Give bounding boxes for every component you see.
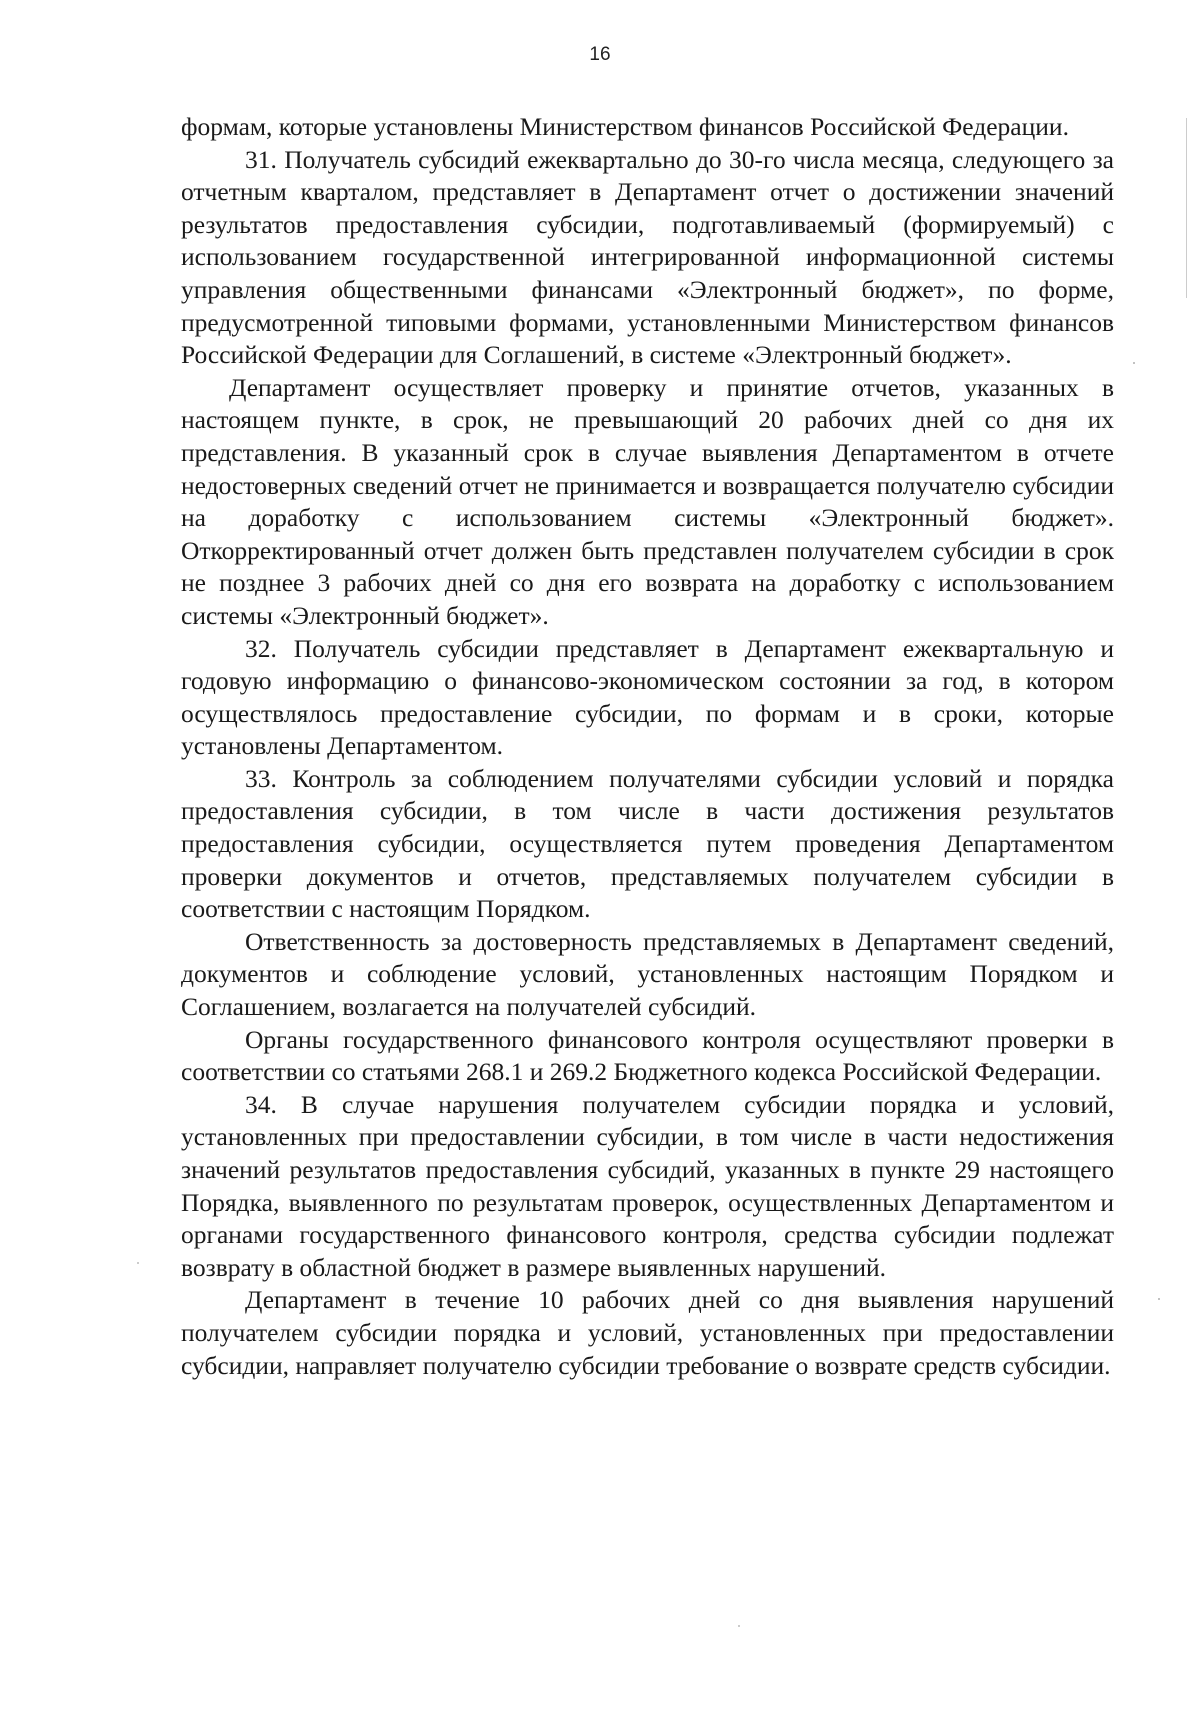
- paragraph-control-bodies: Органы государственного финансового контроля осуществляют проверки в соответствии со статьями 268.1 и 269.2 Бюджетного кодекса Российской Федерации.: [181, 1024, 1114, 1087]
- paragraph-item-33: 33. Контроль за соблюдением получателями субсидии условий и порядка предоставления субсидии, в том числе в части достижения результатов предоставления субсидии, осуществляется путем проведения Департаментом проверки документов и отчетов, представляемых получателем субсидии в соответствии с настоящим Порядком.: [181, 763, 1114, 924]
- scan-artifact-line: [1186, 118, 1187, 298]
- page-number: 16: [589, 44, 611, 65]
- scan-artifact-dot: [137, 1262, 139, 1264]
- paragraph-report-check: Департамент осуществляет проверку и принятие отчетов, указанных в настоящем пункте, в срок, не превышающий 20 рабочих дней со дня их представления. В указанный срок в случае выявления Департаментом в отчете недостоверных сведений отчет не принимается и возвращается получателю субсидии на доработку с использованием системы «Электронный бюджет». Откорректированный отчет должен быть представлен получателем субсидии в срок не позднее 3 рабочих дней со дня его возврата на доработку с использованием системы «Электронный бюджет».: [181, 372, 1114, 630]
- scan-artifact-dot: [1133, 362, 1135, 364]
- paragraph-item-34: 34. В случае нарушения получателем субсидии порядка и условий, установленных при предоставлении субсидии, в том числе в части недостижения значений результатов предоставления субсидий, указанных в пункте 29 настоящего Порядка, выявленного по результатам проверок, осуществленных Департаментом и органами государственного финансового контроля, средства субсидии подлежат возврату в областной бюджет в размере выявленных нарушений.: [181, 1089, 1114, 1282]
- paragraph-continuation: формам, которые установлены Министерством финансов Российской Федерации.: [181, 112, 1069, 141]
- document-body: [181, 111, 1114, 1382]
- paragraph-item-31: 31. Получатель субсидий ежеквартально до 30-го числа месяца, следующего за отчетным кварталом, представляет в Департамент отчет о достижении значений результатов предоставления субсидии, подготавливаемый (формируемый) с использованием государственной интегрированной информационной системы управления общественными финансами «Электронный бюджет», по форме, предусмотренной типовыми формами, установленными Министерством финансов Российской Федерации для Соглашений, в системе «Электронный бюджет».: [181, 144, 1114, 370]
- scan-artifact-dot: [738, 1625, 740, 1627]
- scan-artifact-dot: [1158, 1298, 1160, 1300]
- paragraph-item-32: 32. Получатель субсидии представляет в Департамент ежеквартальную и годовую информацию о финансово-экономическом состоянии за год, в котором осуществлялось предоставление субсидии, по формам и в сроки, которые установлены Департаментом.: [181, 633, 1114, 761]
- paragraph-responsibility: Ответственность за достоверность представляемых в Департамент сведений, документов и соблюдение условий, установленных настоящим Порядком и Соглашением, возлагается на получателей субсидий.: [181, 926, 1114, 1022]
- paragraph-refund-demand: Департамент в течение 10 рабочих дней со дня выявления нарушений получателем субсидии порядка и условий, установленных при предоставлении субсидии, направляет получателю субсидии требование о возврате средств субсидии.: [181, 1285, 1114, 1380]
